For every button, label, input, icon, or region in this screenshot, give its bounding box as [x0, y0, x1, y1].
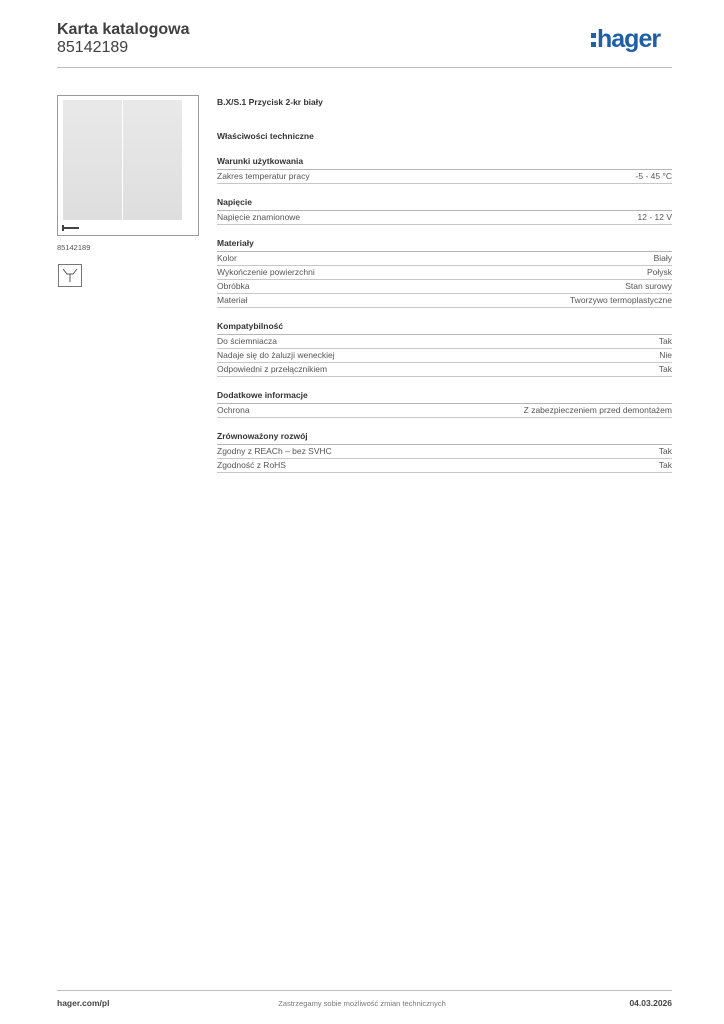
spec-label: Kolor [217, 253, 237, 263]
footer-disclaimer: Zastrzegamy sobie możliwość zmian technicznych [278, 999, 446, 1008]
spec-value: Tworzywo termoplastyczne [569, 295, 672, 305]
spec-section [217, 389, 672, 418]
spec-row [217, 280, 672, 294]
spec-label: Nadaje się do żaluzji weneckiej [217, 350, 335, 360]
spec-value: Tak [658, 460, 672, 470]
spec-section [217, 155, 672, 184]
technical-specs [217, 95, 672, 473]
spec-row [217, 363, 672, 377]
rocker-right [123, 100, 182, 220]
spec-row [217, 459, 672, 473]
image-product-code: 85142189 [57, 243, 91, 252]
spec-label: Napięcie znamionowe [217, 212, 301, 222]
spec-row [217, 170, 672, 184]
spec-row [217, 349, 672, 363]
spec-label: Wykończenie powierzchni [217, 267, 315, 277]
product-name: B.X/S.1 Przycisk 2-kr biały [217, 97, 323, 107]
spec-label: Zgodność z RoHS [217, 460, 286, 470]
spec-row [217, 294, 672, 308]
logo-dots-icon [591, 27, 596, 47]
spec-value: Biały [653, 253, 672, 263]
product-image [57, 95, 199, 236]
spec-value: Stan surowy [625, 281, 672, 291]
switch-symbol-icon [58, 264, 82, 287]
spec-sections [217, 155, 672, 473]
properties-heading: Właściwości techniczne [217, 131, 314, 141]
document-product-code: 85142189 [57, 39, 129, 56]
section-title: Zrównoważony rozwój [217, 430, 672, 445]
spec-row [217, 404, 672, 418]
footer-website[interactable]: hager.com/pl [57, 998, 110, 1008]
spec-row [217, 445, 672, 459]
hager-logo [591, 27, 660, 52]
footer-date: 04.03.2026 [629, 998, 672, 1008]
footer-divider [57, 990, 672, 991]
spec-section [217, 320, 672, 377]
spec-value: Nie [659, 350, 672, 360]
spec-label: Materiał [217, 295, 248, 305]
spec-label: Do ściemniacza [217, 336, 277, 346]
spec-label: Zakres temperatur pracy [217, 171, 310, 181]
spec-label: Odpowiedni z przełącznikiem [217, 364, 328, 374]
spec-value: Tak [658, 364, 672, 374]
spec-row [217, 211, 672, 225]
spec-row [217, 335, 672, 349]
scale-bar-icon [62, 227, 79, 229]
spec-value: Tak [658, 446, 672, 456]
spec-row [217, 266, 672, 280]
section-title: Napięcie [217, 196, 672, 211]
section-title: Dodatkowe informacje [217, 389, 672, 404]
spec-value: 12 - 12 V [637, 212, 672, 222]
spec-section [217, 196, 672, 225]
spec-label: Ochrona [217, 405, 250, 415]
section-title: Warunki użytkowania [217, 155, 672, 170]
header-divider [57, 67, 672, 68]
spec-label: Obróbka [217, 281, 250, 291]
spec-value: Tak [658, 336, 672, 346]
spec-value: -5 - 45 °C [635, 171, 672, 181]
rocker-left [63, 100, 122, 220]
spec-value: Z zabezpieczeniem przed demontażem [523, 405, 672, 415]
logo-text: hager [597, 25, 661, 53]
document-title: Karta katalogowa [57, 21, 190, 38]
spec-label: Zgodny z REACh – bez SVHC [217, 446, 332, 456]
section-title: Kompatybilność [217, 320, 672, 335]
section-title: Materiały [217, 237, 672, 252]
spec-row [217, 252, 672, 266]
spec-value: Połysk [646, 267, 672, 277]
spec-section [217, 237, 672, 308]
spec-section [217, 430, 672, 473]
